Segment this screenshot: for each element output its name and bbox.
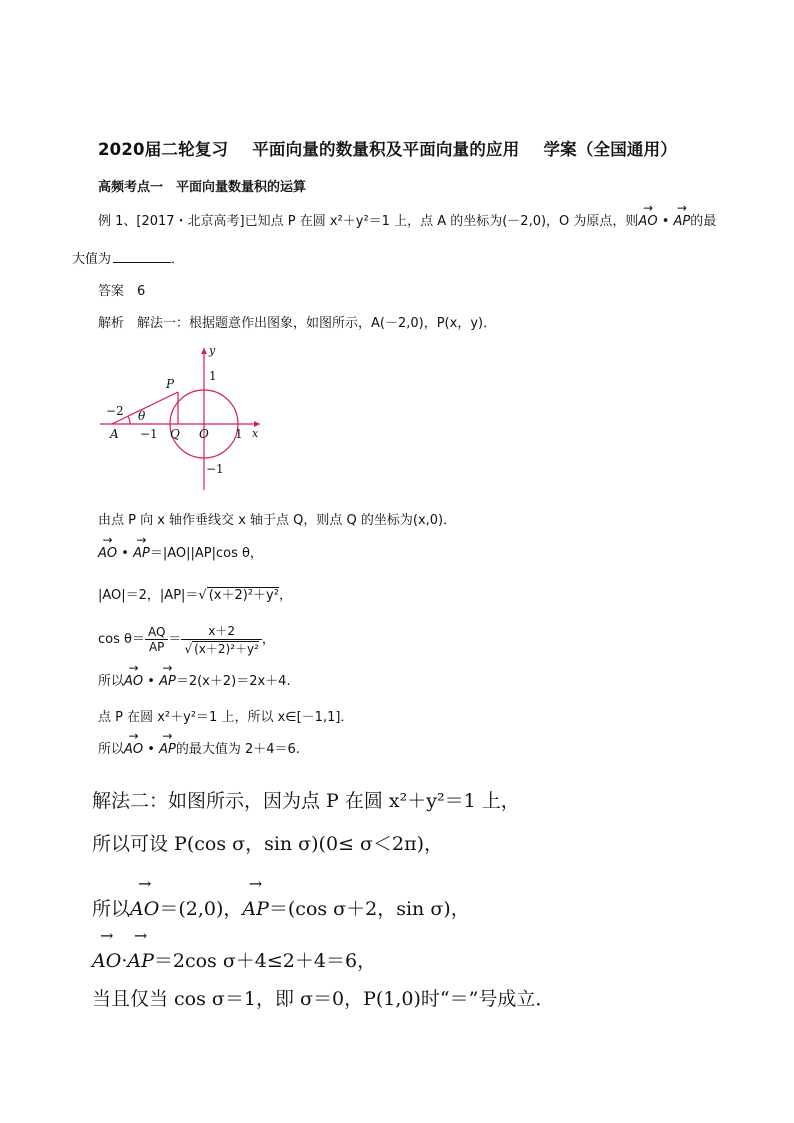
method2-mid: ＝(2,0)， bbox=[159, 898, 243, 920]
circle-figure bbox=[100, 342, 275, 492]
dot-operator: • bbox=[657, 214, 674, 229]
method2-end: ＝(cos σ＋2，sin σ)， bbox=[268, 898, 470, 920]
fraction-expression bbox=[181, 622, 261, 657]
step-2-text: ＝|AO||AP|cos θ， bbox=[149, 546, 263, 561]
step-7 bbox=[98, 736, 300, 757]
sqrt-expression: (x＋2)²＋y² bbox=[208, 588, 279, 603]
fraction-denominator: AP bbox=[148, 640, 165, 654]
method2-line-4 bbox=[92, 946, 376, 973]
step-5-post: ＝2(x＋2)＝2x＋4. bbox=[175, 674, 291, 689]
vector-ao: → AO bbox=[130, 898, 159, 920]
example-line-2: 大值为 ． bbox=[72, 252, 185, 267]
vector-ap: → AP bbox=[674, 208, 691, 229]
vector-ap: → AP bbox=[159, 668, 176, 689]
method2-line-4-end: ＝2cos σ＋4≤2＋4＝6， bbox=[153, 950, 377, 972]
step-4-cos: cos θ＝ bbox=[98, 632, 145, 647]
method2-line-5: 当且仅当 cos σ＝1，即 σ＝0，P(1,0)时“＝”号成立． bbox=[92, 988, 555, 1010]
answer-blank bbox=[113, 262, 171, 263]
vector-ap: → AP bbox=[242, 898, 269, 920]
document-title bbox=[98, 136, 677, 160]
example-tail: 的最 bbox=[690, 214, 717, 229]
step-2 bbox=[98, 540, 263, 561]
section-heading: 高频考点一 平面向量数量积的运算 bbox=[98, 180, 307, 195]
label-neg1-x: −1 bbox=[140, 427, 158, 441]
answer-line: 答案 6 bbox=[98, 284, 146, 299]
method2-line-2: 所以可设 P(cos σ，sin σ)(0≤ σ＜2π)， bbox=[92, 833, 443, 855]
step-3-end: ， bbox=[278, 588, 292, 603]
analysis-line: 解析 解法一：根据题意作出图象，如图所示，A(－2,0)，P(x，y)． bbox=[98, 316, 497, 331]
label-neg1-y: −1 bbox=[206, 462, 224, 476]
fraction-numerator: AQ bbox=[145, 625, 168, 640]
dot-operator: • bbox=[117, 546, 134, 561]
label-o: O bbox=[199, 427, 209, 441]
title-part-3: 学案（全国通用） bbox=[543, 140, 678, 159]
label-a: A bbox=[110, 427, 119, 441]
step-6: 点 P 在圆 x²＋y²＝1 上，所以 x∈[－1,1]． bbox=[98, 710, 354, 725]
title-part-2: 平面向量的数量积及平面向量的应用 bbox=[252, 140, 520, 159]
example-intro: 例 1、[2017・北京高考]已知点 P 在圆 x²＋y²＝1 上，点 A 的坐标为(－2,0)，O 为原点，则 bbox=[98, 214, 639, 229]
fraction-denominator: √ (x＋2)²＋y² bbox=[184, 642, 259, 656]
label-1-top: 1 bbox=[209, 369, 217, 383]
step-7-post: 的最大值为 2＋4＝6. bbox=[175, 742, 300, 757]
step-1: 由点 P 向 x 轴作垂线交 x 轴于点 Q，则点 Q 的坐标为(x,0)． bbox=[98, 513, 457, 528]
vector-ap: → AP bbox=[127, 950, 154, 972]
label-y: y bbox=[209, 344, 216, 357]
method2-line-3 bbox=[92, 894, 470, 921]
vector-ao: → AO bbox=[92, 950, 121, 972]
method2-line-1: 解法二：如图所示，因为点 P 在圆 x²＋y²＝1 上， bbox=[92, 790, 520, 812]
vector-ao: → AO bbox=[638, 208, 657, 229]
fraction-aq-ap bbox=[145, 625, 168, 654]
dot-operator: • bbox=[143, 674, 160, 689]
vector-ao: → AO bbox=[124, 668, 143, 689]
step-5-pre: 所以 bbox=[98, 674, 125, 689]
dot-operator: • bbox=[143, 742, 160, 757]
sqrt-expression: (x＋2)²＋y² bbox=[194, 642, 259, 656]
step-5 bbox=[98, 668, 291, 689]
label-1-x: 1 bbox=[235, 427, 243, 441]
y-axis-arrow bbox=[201, 348, 207, 354]
step-4-end: ， bbox=[261, 632, 275, 647]
fraction-numerator: x＋2 bbox=[181, 622, 261, 640]
step-7-pre: 所以 bbox=[98, 742, 125, 757]
label-q: Q bbox=[170, 427, 180, 441]
step-4 bbox=[98, 622, 275, 657]
vector-ap: → AP bbox=[133, 540, 150, 561]
step-3 bbox=[98, 584, 292, 603]
step-3-text: |AO|＝2，|AP|＝ bbox=[98, 588, 199, 603]
dot-operator: · bbox=[121, 950, 128, 972]
sqrt-sign: √ bbox=[198, 588, 207, 603]
label-neg2: −2 bbox=[106, 404, 124, 418]
example-line-2-text: 大值为 bbox=[72, 252, 112, 267]
title-part-1: 2020届二轮复习 bbox=[98, 140, 229, 159]
label-theta: θ bbox=[138, 409, 146, 423]
vector-ao: → AO bbox=[124, 736, 143, 757]
label-p: P bbox=[166, 377, 175, 391]
vector-ao: → AO bbox=[98, 540, 117, 561]
vector-ap: → AP bbox=[159, 736, 176, 757]
method2-pre: 所以 bbox=[92, 898, 131, 920]
theta-arc bbox=[128, 416, 130, 424]
step-4-eq: ＝ bbox=[168, 632, 182, 647]
example-line-1 bbox=[98, 208, 716, 229]
label-x: x bbox=[252, 427, 259, 440]
